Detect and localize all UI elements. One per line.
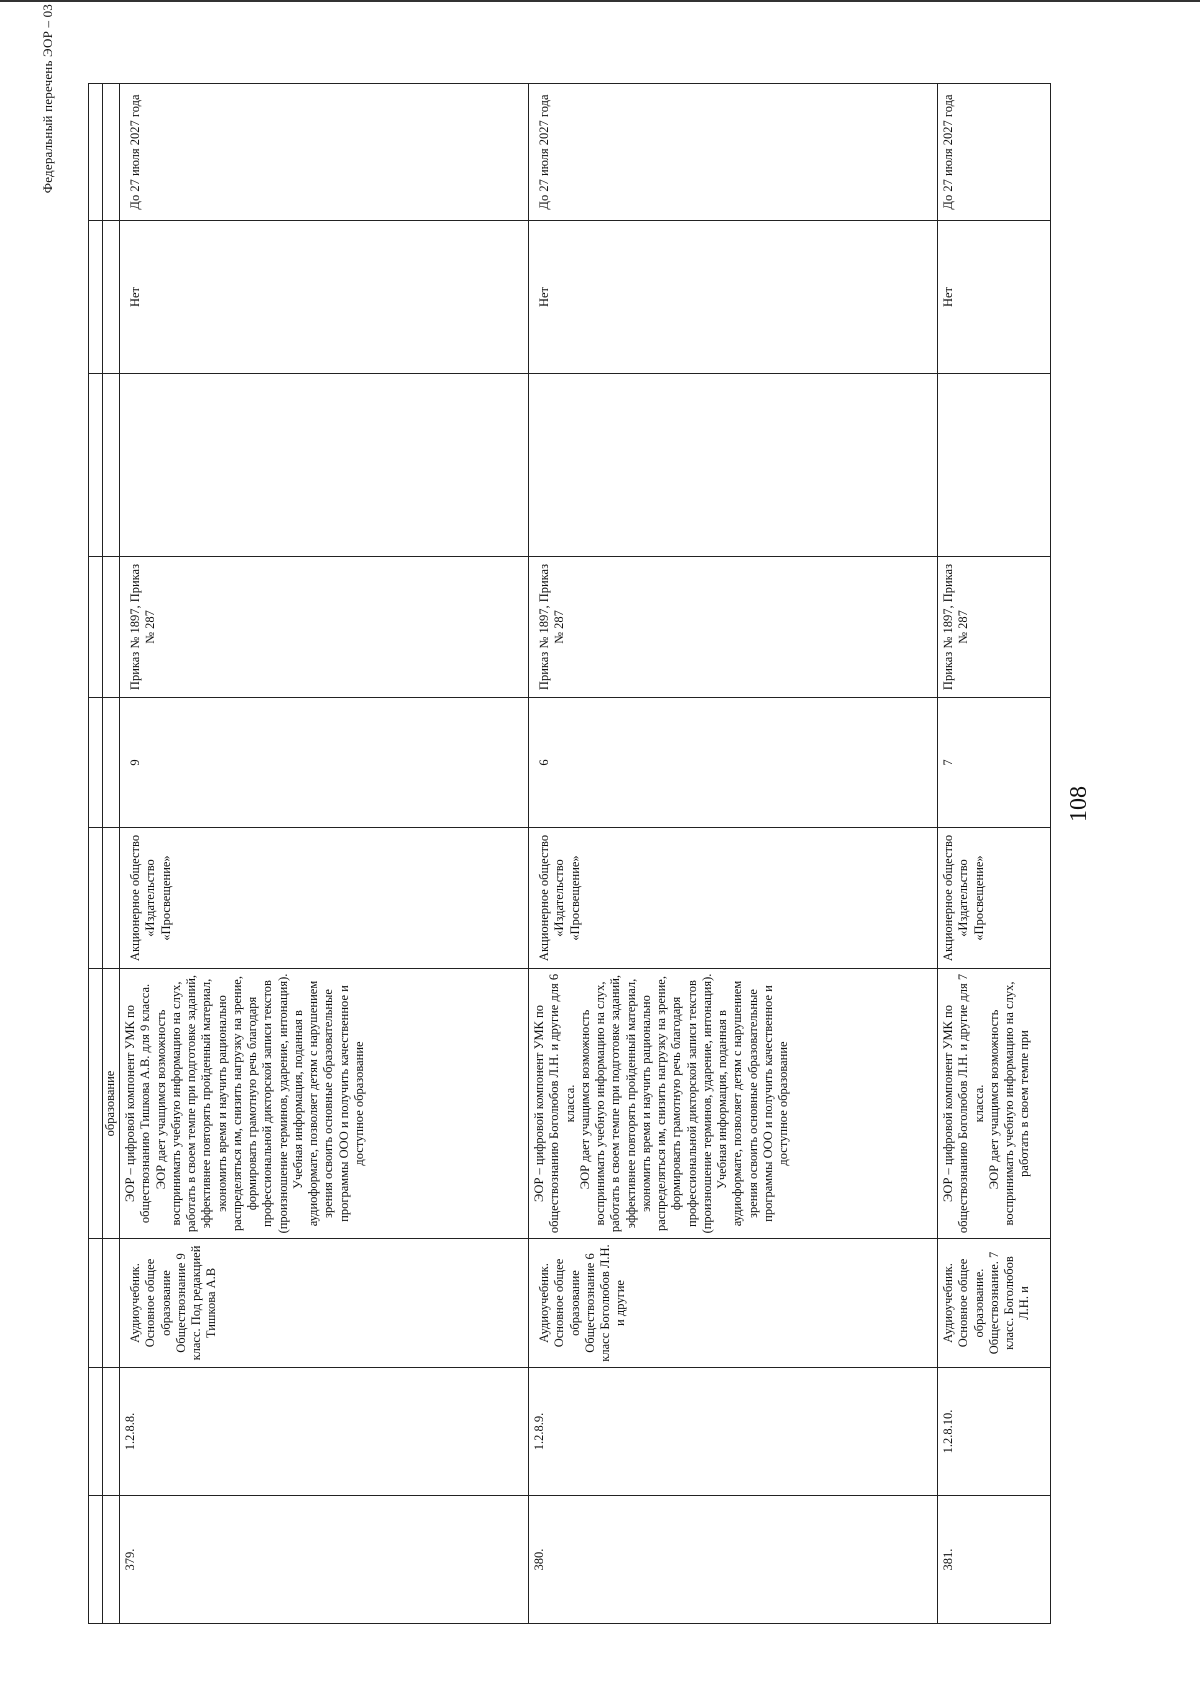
empty-cell <box>938 374 1051 557</box>
table-cell <box>89 969 103 1239</box>
description-paragraph: ЭОР – цифровой компонент УМК по обществознанию Боголюбов Л.Н. и другие для 6 класса. <box>532 973 577 1234</box>
resource-name: Аудиоучебник. Основное общее образование Обществознание 9 класс. Под редакцией Тишкова А.В <box>120 1239 529 1368</box>
grade: 9 <box>120 698 529 828</box>
resources-table <box>88 83 1051 1624</box>
table-cell <box>103 374 120 557</box>
table-row <box>529 84 938 1624</box>
row-number: 380. <box>529 1496 938 1624</box>
description-paragraph: ЭОР – цифровой компонент УМК по обществознанию Тишкова А.В. для 9 класса. <box>123 983 153 1224</box>
table-cell <box>89 1239 103 1368</box>
description-paragraph: ЭОР – цифровой компонент УМК по обществознанию Боголюбов Л.Н. и другие для 7 класса. <box>941 973 986 1234</box>
table-cell <box>89 374 103 557</box>
row-number: 379. <box>120 1496 529 1624</box>
table-cell <box>103 828 120 969</box>
resource-description <box>938 969 1051 1239</box>
row-number: 381. <box>938 1496 1051 1624</box>
resource-description <box>529 969 938 1239</box>
grade: 7 <box>938 698 1051 828</box>
description-paragraph: ЭОР дает учащимся возможность воспринимать учебную информацию на слух, работать в своем темпе при подготовке заданий, эффективнее повторять пройденный материал, экономить время и научить рационально распределяться им, снизить нагрузку на зрение, формировать грамотную речь благодаря профессиональной дикторской записи текстов (произношение терминов, ударение, интонация). <box>153 973 290 1234</box>
page-number: 108 <box>1066 786 1092 822</box>
description-paragraph: Учебная информация, поданная в аудиоформате, позволяет детям с нарушением зрения освоить основные образовательные программы ООО и получить качественное и доступное образование <box>290 980 366 1227</box>
table-cell <box>89 221 103 374</box>
continued-text-cell: образование <box>103 969 120 1239</box>
table-cell <box>103 698 120 828</box>
row-code: 1.2.8.9. <box>529 1368 938 1496</box>
empty-cell <box>120 374 529 557</box>
row-code: 1.2.8.8. <box>120 1368 529 1496</box>
description-paragraph: ЭОР дает учащимся возможность воспринимать учебную информацию на слух, работать в своем темпе при подготовке заданий, эффективнее повторять пройденный материал, экономить время и научить рационально распределяться им, снизить нагрузку на зрение, формировать грамотную речь благодаря профессиональной дикторской записи текстов (произношение терминов, ударение, интонация). <box>577 973 714 1234</box>
grade: 6 <box>529 698 938 828</box>
order-reference: Приказ № 1897, Приказ № 287 <box>529 557 938 698</box>
table-cell <box>89 557 103 698</box>
table-cell <box>103 221 120 374</box>
valid-until: До 27 июля 2027 года <box>938 84 1051 221</box>
table-row-top-blank <box>89 84 103 1624</box>
empty-cell <box>529 374 938 557</box>
table-cell <box>103 1496 120 1624</box>
resource-description <box>120 969 529 1239</box>
table-row <box>120 84 529 1624</box>
table-cell <box>103 1368 120 1496</box>
row-code: 1.2.8.10. <box>938 1368 1051 1496</box>
table-row <box>938 84 1051 1624</box>
table-row-continuation <box>103 84 120 1624</box>
table-cell <box>89 1368 103 1496</box>
publisher: Акционерное общество «Издательство «Просвещение» <box>529 828 938 969</box>
publisher: Акционерное общество «Издательство «Просвещение» <box>120 828 529 969</box>
resource-name: Аудиоучебник. Основное общее образование Обществознание 6 класс Боголюбов Л.Н. и другие <box>529 1239 938 1368</box>
table-cell <box>103 1239 120 1368</box>
table-cell <box>89 84 103 221</box>
footer-text: Федеральный перечень ЭОР – 03 <box>40 4 55 194</box>
resource-name: Аудиоучебник. Основное общее образование. Обществознание. 7 класс. Боголюбов Л.Н. и <box>938 1239 1051 1368</box>
flag-value: Нет <box>529 221 938 374</box>
flag-value: Нет <box>938 221 1051 374</box>
valid-until: До 27 июля 2027 года <box>529 84 938 221</box>
table-cell <box>89 828 103 969</box>
order-reference: Приказ № 1897, Приказ № 287 <box>120 557 529 698</box>
table-cell <box>89 1496 103 1624</box>
description-paragraph: ЭОР дает учащимся возможность воспринимать учебную информацию на слух, работать в своем темпе при <box>986 981 1032 1226</box>
publisher: Акционерное общество «Издательство «Просвещение» <box>938 828 1051 969</box>
description-paragraph: Учебная информация, поданная в аудиоформате, позволяет детям с нарушением зрения освоить основные образовательные программы ООО и получить качественное и доступное образование <box>715 980 790 1227</box>
valid-until: До 27 июля 2027 года <box>120 84 529 221</box>
table-cell <box>103 84 120 221</box>
order-reference: Приказ № 1897, Приказ № 287 <box>938 557 1051 698</box>
table-cell <box>103 557 120 698</box>
flag-value: Нет <box>120 221 529 374</box>
table-cell <box>89 698 103 828</box>
